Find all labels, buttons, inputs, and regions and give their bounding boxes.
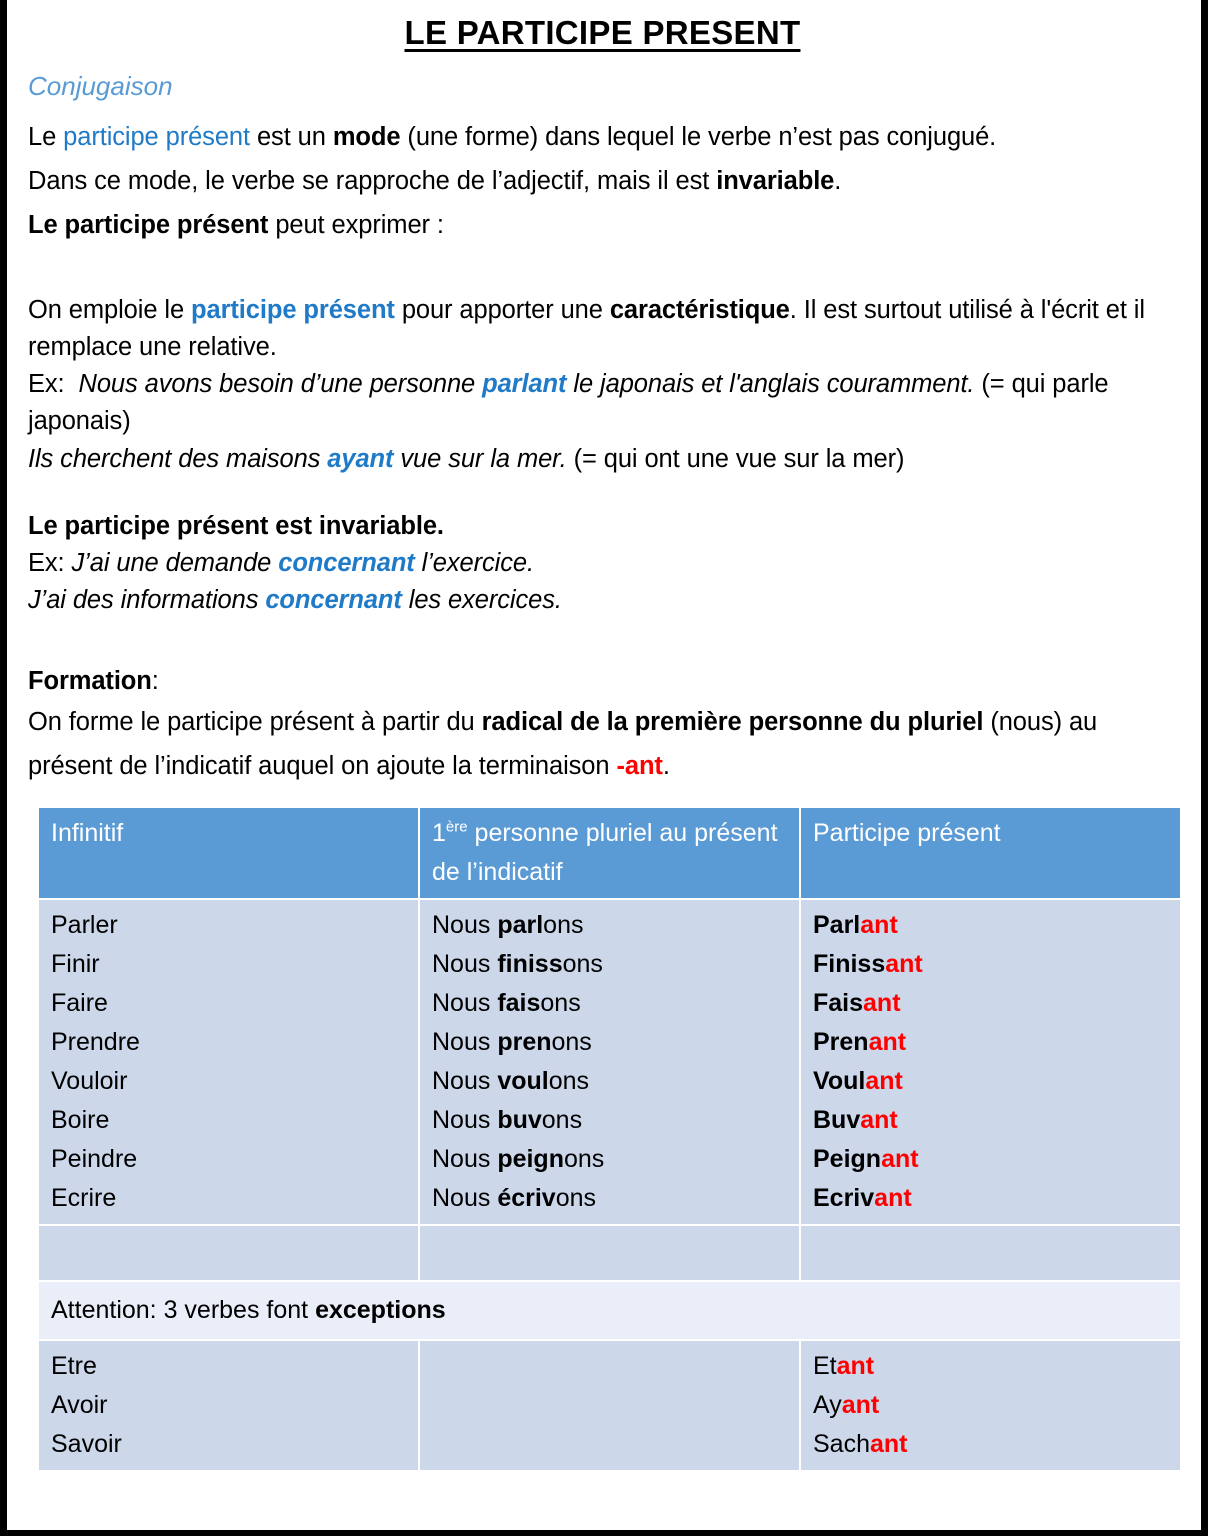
text-fragment: .	[834, 166, 842, 195]
plural-form-item: Nous voulons	[432, 1067, 590, 1096]
conjugation-table	[37, 806, 1182, 1472]
spacer-cell	[38, 1225, 419, 1281]
participe-ending-ant: ant	[865, 1067, 903, 1096]
participe-stem: Buv	[813, 1106, 861, 1135]
participe-ending-ant: ant	[881, 1145, 919, 1174]
infinitif-item: Ecrire	[51, 1184, 117, 1213]
infinitif-item: Parler	[51, 911, 118, 940]
intro-line-2	[28, 160, 1184, 204]
exception-infinitif-item: Avoir	[51, 1391, 108, 1420]
exception-stem: Sach	[813, 1430, 870, 1459]
header-superscript: ère	[445, 819, 468, 837]
text-fragment: On emploie le	[28, 295, 192, 324]
invariable-example-1	[28, 545, 1184, 582]
plural-stem: buv	[497, 1106, 542, 1135]
text-fragment: Le	[28, 123, 64, 152]
cell-plural-list	[419, 899, 800, 1225]
plural-form-item: Nous prenons	[432, 1028, 592, 1057]
spacer	[21, 102, 1184, 116]
text-fragment: (une forme) dans lequel le verbe n’est pas conjugué.	[400, 123, 997, 152]
plural-form-item: Nous faisons	[432, 989, 581, 1018]
example-label: Ex:	[28, 549, 72, 578]
header-fragment: personne pluriel au présent de l’indicatif	[432, 819, 778, 887]
text-fragment: Dans ce mode, le verbe se rapproche de l’adjectif, mais il est	[28, 166, 717, 195]
exception-participe-item	[813, 1425, 1180, 1464]
term-invariable: invariable	[716, 166, 835, 195]
plural-form-item: Nous finissons	[432, 950, 603, 979]
participe-present-item	[813, 945, 1180, 984]
column-header-premiere-personne	[419, 807, 800, 899]
highlight-concernant: concernant	[278, 549, 415, 578]
participe-stem: Peign	[813, 1145, 882, 1174]
cell-exception-empty	[419, 1340, 800, 1471]
highlight-concernant: concernant	[265, 586, 402, 615]
example-gloss: (= qui parle japonais)	[28, 370, 1109, 436]
attention-row	[38, 1281, 1181, 1340]
participe-stem: Fais	[813, 989, 864, 1018]
exceptions-row	[38, 1340, 1181, 1471]
ending-ant: -ant	[616, 751, 663, 780]
intro-line-1	[28, 116, 1184, 160]
infinitif-item: Vouloir	[51, 1067, 128, 1096]
formation-rule	[28, 701, 1184, 789]
plural-stem: parl	[497, 911, 544, 940]
infinitif-item: Faire	[51, 989, 108, 1018]
example-gloss: (= qui ont une vue sur la mer)	[566, 444, 905, 473]
example-label: Ex:	[28, 370, 65, 399]
text-fragment: Ils cherchent des maisons	[28, 444, 328, 473]
infinitif-item: Boire	[51, 1106, 110, 1135]
plural-stem: pren	[497, 1028, 552, 1057]
exception-stem: Et	[813, 1352, 837, 1381]
plural-stem: voul	[497, 1067, 549, 1096]
intro-line-3	[28, 204, 1184, 248]
participe-ending-ant: ant	[868, 1028, 907, 1057]
cell-exception-participe-list	[800, 1340, 1181, 1471]
heading-text: Le participe présent est invariable.	[28, 511, 444, 540]
participe-present-item	[813, 1140, 1180, 1179]
exception-stem: Ay	[813, 1391, 842, 1420]
text-fragment: Attention: 3 verbes font	[51, 1296, 316, 1325]
table-row	[38, 899, 1181, 1225]
participe-present-item	[813, 1101, 1180, 1140]
plural-form-item: Nous écrivons	[432, 1184, 597, 1213]
table-header	[38, 807, 1181, 899]
table-spacer-row	[38, 1225, 1181, 1281]
participe-present-item	[813, 906, 1180, 945]
infinitif-item: Peindre	[51, 1145, 138, 1174]
column-header-participe-present: Participe présent	[800, 807, 1181, 899]
participe-ending-ant: ant	[860, 911, 898, 940]
text-fragment: J’ai une demande	[71, 549, 279, 578]
spacer-cell	[800, 1225, 1181, 1281]
participe-stem: Parl	[813, 911, 861, 940]
participe-present-item	[813, 984, 1180, 1023]
term-participe-present: participe présent	[191, 295, 395, 324]
plural-stem: finiss	[497, 950, 563, 979]
table-body	[38, 899, 1181, 1471]
term-mode: mode	[332, 123, 401, 152]
participe-present-item	[813, 1062, 1180, 1101]
exception-participe-item	[813, 1386, 1180, 1425]
exception-ending-ant: ant	[869, 1430, 908, 1459]
attention-note	[38, 1281, 1181, 1340]
text-fragment: les exercices.	[401, 586, 562, 615]
cell-participe-list	[800, 899, 1181, 1225]
text-fragment: J’ai des informations	[28, 586, 266, 615]
exception-ending-ant: ant	[841, 1391, 880, 1420]
infinitif-item: Finir	[51, 950, 100, 979]
plural-stem: écriv	[497, 1184, 556, 1213]
plural-form-item: Nous peignons	[432, 1145, 605, 1174]
term-radical-premiere-personne: radical de la première personne du pluriel	[481, 707, 984, 736]
page-title	[21, 14, 1184, 52]
participe-stem: Finiss	[813, 950, 886, 979]
page-title-text: LE PARTICIPE PRESENT	[404, 14, 801, 51]
text-fragment: est un	[249, 123, 333, 152]
participe-ending-ant: ant	[874, 1184, 912, 1213]
highlight-parlant: parlant	[482, 370, 567, 399]
text-fragment: Nous avons besoin d’une personne	[78, 370, 483, 399]
highlight-ayant: ayant	[327, 444, 394, 473]
exception-ending-ant: ant	[836, 1352, 875, 1381]
text-fragment: . Il est surtout utilisé à l'écrit et il remplace une relative.	[28, 295, 1145, 361]
plural-form-item: Nous parlons	[432, 911, 584, 940]
term-caracteristique: caractéristique	[609, 295, 790, 324]
participe-present-item	[813, 1179, 1180, 1218]
heading-text: Formation	[28, 667, 152, 696]
text-fragment: :	[151, 667, 159, 696]
text-fragment: vue sur la mer.	[393, 444, 567, 473]
usage-example-2	[28, 441, 1184, 478]
invariable-example-2	[28, 582, 1184, 619]
cell-infinitif-list	[38, 899, 419, 1225]
term-participe-present: Le participe présent	[28, 210, 269, 239]
text-fragment: (nous) au présent de l’indicatif auquel on ajoute la terminaison	[28, 707, 1098, 780]
exception-infinitif-item: Etre	[51, 1352, 97, 1381]
usage-paragraph	[28, 292, 1184, 366]
plural-form-item: Nous buvons	[432, 1106, 583, 1135]
spacer-cell	[419, 1225, 800, 1281]
usage-example-1	[28, 366, 1184, 440]
plural-stem: fais	[497, 989, 541, 1018]
document-body	[7, 14, 1201, 1472]
participe-stem: Voul	[813, 1067, 866, 1096]
invariable-heading	[28, 508, 1184, 545]
infinitif-item: Prendre	[51, 1028, 140, 1057]
exception-participe-item	[813, 1347, 1180, 1386]
exception-infinitif-item: Savoir	[51, 1430, 122, 1459]
participe-stem: Pren	[813, 1028, 869, 1057]
text-fragment: l’exercice.	[414, 549, 534, 578]
cell-exception-infinitif-list	[38, 1340, 419, 1471]
participe-present-item	[813, 1023, 1180, 1062]
spacer	[21, 478, 1184, 508]
text-fragment: .	[662, 751, 670, 780]
term-exceptions: exceptions	[315, 1296, 446, 1325]
participe-ending-ant: ant	[863, 989, 901, 1018]
column-header-infinitif: Infinitif	[38, 807, 419, 899]
participe-ending-ant: ant	[885, 950, 923, 979]
text-fragment: peut exprimer :	[268, 210, 444, 239]
text-fragment: On forme le participe présent à partir du	[28, 707, 482, 736]
participe-stem: Ecriv	[813, 1184, 875, 1213]
section-heading-conjugaison: Conjugaison	[28, 70, 173, 101]
participe-ending-ant: ant	[860, 1106, 898, 1135]
plural-stem: peign	[497, 1145, 564, 1174]
text-fragment: le japonais et l'anglais couramment.	[566, 370, 975, 399]
spacer	[21, 248, 1184, 292]
formation-heading	[28, 663, 1184, 700]
header-fragment: 1	[432, 819, 446, 848]
term-participe-present: participe présent	[63, 123, 250, 152]
spacer	[21, 619, 1184, 663]
table-header-row	[38, 807, 1181, 899]
text-fragment: pour apporter une	[394, 295, 610, 324]
